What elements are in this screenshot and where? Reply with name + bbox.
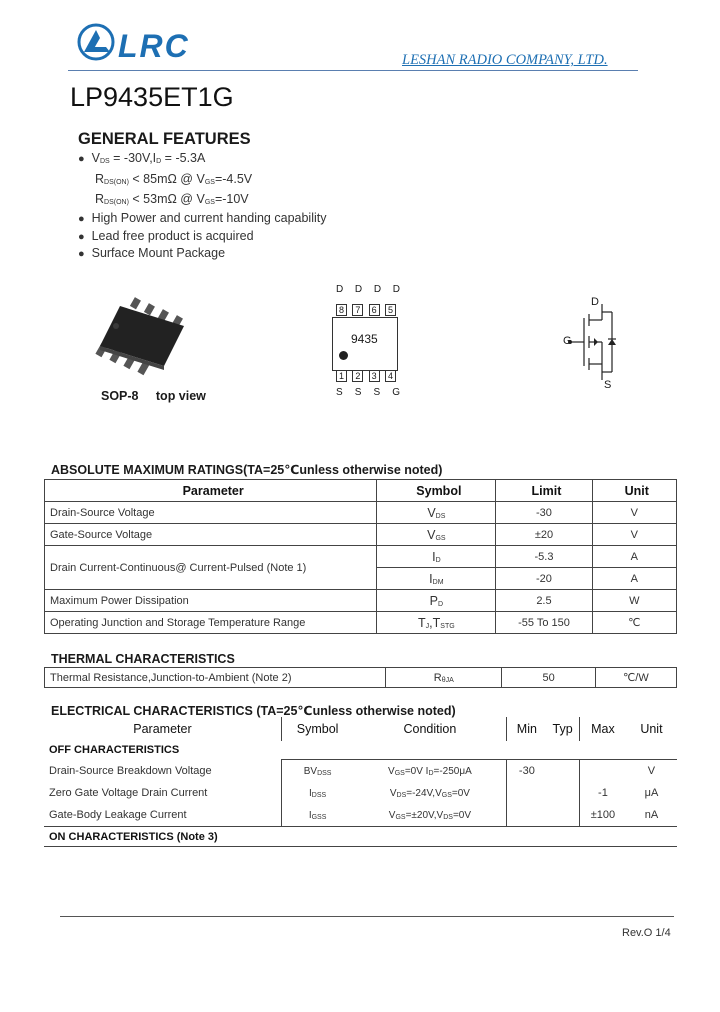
table-row: Gate-Source Voltage $V_{GS}$ ±20 V [45,524,677,546]
electrical-title: ELECTRICAL CHARACTERISTICS (TA=25℃unless otherwise noted) [51,704,456,718]
abs-ratings-title: ABSOLUTE MAXIMUM RATINGS(TA=25℃unless otherwise noted) [51,463,443,477]
feature-list [78,210,326,263]
revision-page: Rev.O 1/4 [622,927,671,939]
table-row: Drain Current-Continuous@ Current-Pulsed (Note 1) $I_D$ -5.3 A [45,546,677,568]
footer-divider [60,916,674,917]
gate-label: G [563,335,572,347]
sop8-chip-icon [92,296,192,384]
header-divider [68,70,638,71]
table-header-row [45,480,677,502]
table-row: $I_{DM}$ -20 A [45,568,677,590]
list-item: ● Surface Mount Package [78,246,226,260]
chip-marking: 9435 [351,332,378,346]
table-row: Gate-Body Leakage Current $I_{GSS}$ $V_{GS}=\pm 20V,V_{DS}=0V$ ±100 nA [44,804,677,827]
table-row: Drain-Source Voltage $V_{DS}$ -30 V [45,502,677,524]
list-item: ● High Power and current handing capability [78,211,327,225]
spec-line: $R_{DS(ON)} < 53m\Omega$ @ $V_{GS}=-10V$ [95,192,249,206]
col-header: Unit [592,480,676,502]
table-row: Thermal Resistance,Junction-to-Ambient (Note 2) $R_{\theta JA}$ 50 ℃/W [45,668,677,688]
col-header: Unit [640,722,663,736]
package-label: SOP-8 top view [101,389,206,403]
bullet-icon: ● [78,248,85,260]
bottom-pins: 1 2 3 4 [336,370,396,382]
table-row: Operating Junction and Storage Temperature Range $T_J,T_{STG}$ -55 To 150 ℃ [45,612,677,634]
col-header: Parameter [45,480,377,502]
bullet-icon: ● [78,230,85,243]
chip-body [332,317,398,371]
bullet-icon: ● [78,213,85,225]
company-name: LESHAN RADIO COMPANY, LTD. [402,52,608,68]
bullet-icon: ● [78,153,85,165]
table-row: Zero Gate Voltage Drain Current $I_{DSS}$ $V_{DS}=-24V,V_{GS}=0V$ -1 μA [44,782,677,804]
part-number: LP9435ET1G [70,82,234,112]
table-row: Drain-Source Breakdown Voltage $BV_{DSS}$ $V_{GS}=0V$ $I_D=-250\mu A$ -30 V [44,760,677,783]
spec-line: ● $V_{DS} = -30V,I_D = -5.3A$ [78,151,206,165]
table-row: Maximum Power Dissipation $P_D$ 2.5 W [45,590,677,612]
spec-block [78,150,252,212]
thermal-table [44,667,677,688]
electrical-table [44,717,677,847]
list-item: ● Lead free product is acquired [78,228,254,243]
bottom-pin-letters: S S S G [336,387,400,398]
col-header: Parameter [133,722,192,736]
logo-text: LRC [118,28,190,64]
pinout-diagram [332,284,402,404]
off-characteristics-label: OFF CHARACTERISTICS [49,744,180,756]
top-pin-letters: D D D D [336,284,400,295]
table-section-row [44,827,677,847]
on-characteristics-label: ON CHARACTERISTICS (Note 3) [44,827,677,847]
col-header: Min [507,717,546,741]
thermal-title: THERMAL CHARACTERISTICS [51,652,235,666]
pin1-dot [339,351,348,360]
table-section-row [44,741,677,760]
lrc-logo-icon [76,22,118,62]
col-header: Symbol [377,480,496,502]
col-header: Symbol [281,717,353,741]
abs-ratings-table [44,479,677,634]
spec-line: $R_{DS(ON)} < 85m\Omega$ @ $V_{GS}=-4.5V$ [95,171,253,186]
col-header: Condition [403,722,457,736]
col-header: Max [579,717,625,741]
drain-label: D [591,296,599,308]
table-header-row [44,717,677,741]
top-pins: 8 7 6 5 [336,304,396,316]
source-label: S [604,379,612,391]
col-header: Typ [552,722,573,736]
col-header: Limit [496,480,592,502]
features-title: GENERAL FEATURES [78,130,251,148]
